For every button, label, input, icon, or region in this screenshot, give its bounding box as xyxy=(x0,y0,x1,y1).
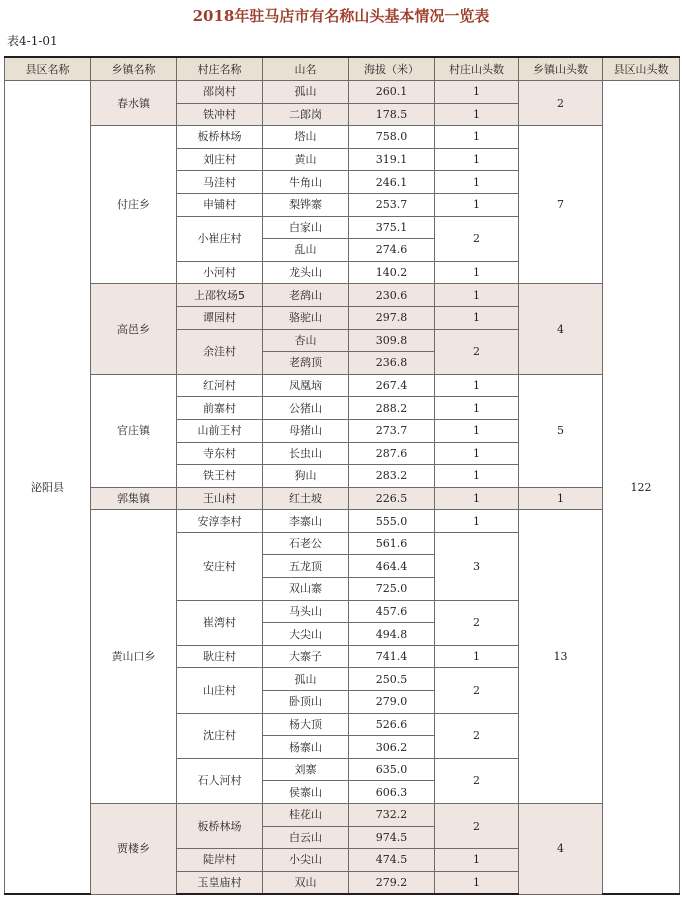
village-count-cell: 1 xyxy=(435,103,519,126)
altitude-cell: 474.5 xyxy=(349,849,435,872)
village-name-cell: 安淳李村 xyxy=(177,510,263,533)
mountain-name-cell: 白家山 xyxy=(263,216,349,239)
village-count-cell: 1 xyxy=(435,419,519,442)
village-count-cell: 1 xyxy=(435,148,519,171)
mountain-name-cell: 狗山 xyxy=(263,465,349,488)
village-count-cell: 1 xyxy=(435,397,519,420)
village-count-cell: 2 xyxy=(435,758,519,803)
village-name-cell: 小河村 xyxy=(177,261,263,284)
altitude-cell: 319.1 xyxy=(349,148,435,171)
header-row xyxy=(5,57,680,81)
mountain-name-cell: 卧顶山 xyxy=(263,691,349,714)
mountain-name-cell: 马头山 xyxy=(263,600,349,623)
altitude-cell: 230.6 xyxy=(349,284,435,307)
mountain-name-cell: 孤山 xyxy=(263,668,349,691)
mountain-name-cell: 小尖山 xyxy=(263,849,349,872)
mountain-name-cell: 杨大顶 xyxy=(263,713,349,736)
altitude-cell: 732.2 xyxy=(349,804,435,827)
mountain-name-cell: 骆驼山 xyxy=(263,306,349,329)
village-count-cell: 1 xyxy=(435,442,519,465)
altitude-cell: 287.6 xyxy=(349,442,435,465)
town-name-cell: 高邑乡 xyxy=(91,284,177,374)
mountain-name-cell: 侯寨山 xyxy=(263,781,349,804)
header-village-count: 村庄山头数 xyxy=(435,57,519,81)
village-count-cell: 2 xyxy=(435,713,519,758)
mountain-name-cell: 五龙顶 xyxy=(263,555,349,578)
mountain-name-cell: 石老公 xyxy=(263,532,349,555)
table-row xyxy=(5,284,680,307)
town-count-cell: 7 xyxy=(519,126,603,284)
header-town-count: 乡镇山头数 xyxy=(519,57,603,81)
town-name-cell: 春水镇 xyxy=(91,81,177,126)
village-name-cell: 马洼村 xyxy=(177,171,263,194)
village-count-cell: 2 xyxy=(435,668,519,713)
header-village: 村庄名称 xyxy=(177,57,263,81)
village-count-cell: 1 xyxy=(435,510,519,533)
village-name-cell: 沈庄村 xyxy=(177,713,263,758)
table-row xyxy=(5,487,680,510)
mountain-name-cell: 龙头山 xyxy=(263,261,349,284)
mountain-name-cell: 白云山 xyxy=(263,826,349,849)
altitude-cell: 297.8 xyxy=(349,306,435,329)
mountain-name-cell: 桂花山 xyxy=(263,804,349,827)
altitude-cell: 274.6 xyxy=(349,239,435,262)
altitude-cell: 457.6 xyxy=(349,600,435,623)
town-name-cell: 付庄乡 xyxy=(91,126,177,284)
village-count-cell: 1 xyxy=(435,126,519,149)
town-count-cell: 13 xyxy=(519,510,603,804)
header-mountain: 山名 xyxy=(263,57,349,81)
village-name-cell: 寺东村 xyxy=(177,442,263,465)
altitude-cell: 267.4 xyxy=(349,374,435,397)
mountain-name-cell: 梨铧寨 xyxy=(263,193,349,216)
altitude-cell: 306.2 xyxy=(349,736,435,759)
mountain-name-cell: 黄山 xyxy=(263,148,349,171)
village-name-cell: 山庄村 xyxy=(177,668,263,713)
altitude-cell: 606.3 xyxy=(349,781,435,804)
village-count-cell: 1 xyxy=(435,284,519,307)
header-altitude: 海拔（米） xyxy=(349,57,435,81)
village-count-cell: 2 xyxy=(435,804,519,849)
altitude-cell: 758.0 xyxy=(349,126,435,149)
village-name-cell: 铁冲村 xyxy=(177,103,263,126)
page-title: 2018年驻马店市有名称山头基本情况一览表 xyxy=(192,7,490,25)
mountain-name-cell: 大尖山 xyxy=(263,623,349,646)
village-name-cell: 山前王村 xyxy=(177,419,263,442)
altitude-cell: 178.5 xyxy=(349,103,435,126)
table-row xyxy=(5,804,680,827)
village-name-cell: 邵岗村 xyxy=(177,81,263,104)
mountain-name-cell: 李寨山 xyxy=(263,510,349,533)
altitude-cell: 309.8 xyxy=(349,329,435,352)
altitude-cell: 635.0 xyxy=(349,758,435,781)
village-count-cell: 1 xyxy=(435,261,519,284)
village-name-cell: 前寨村 xyxy=(177,397,263,420)
table-number: 表4-1-01 xyxy=(7,34,58,48)
county-name-cell: 泌阳县 xyxy=(5,81,91,895)
mountain-name-cell: 双山 xyxy=(263,871,349,894)
altitude-cell: 283.2 xyxy=(349,465,435,488)
mountain-name-cell: 刘寨 xyxy=(263,758,349,781)
village-count-cell: 1 xyxy=(435,171,519,194)
mountain-name-cell: 二郎岗 xyxy=(263,103,349,126)
village-count-cell: 1 xyxy=(435,849,519,872)
town-count-cell: 2 xyxy=(519,81,603,126)
town-name-cell: 郭集镇 xyxy=(91,487,177,510)
village-name-cell: 上邵牧场5 xyxy=(177,284,263,307)
table-row xyxy=(5,126,680,149)
mountain-name-cell: 孤山 xyxy=(263,81,349,104)
village-count-cell: 2 xyxy=(435,216,519,261)
village-name-cell: 小崔庄村 xyxy=(177,216,263,261)
town-name-cell: 贾楼乡 xyxy=(91,804,177,895)
village-count-cell: 1 xyxy=(435,465,519,488)
village-count-cell: 1 xyxy=(435,306,519,329)
altitude-cell: 279.2 xyxy=(349,871,435,894)
mountain-name-cell: 双山寨 xyxy=(263,578,349,601)
mountain-name-cell: 母猪山 xyxy=(263,419,349,442)
mountain-name-cell: 老鸹山 xyxy=(263,284,349,307)
altitude-cell: 273.7 xyxy=(349,419,435,442)
altitude-cell: 375.1 xyxy=(349,216,435,239)
village-name-cell: 陡岸村 xyxy=(177,849,263,872)
village-count-cell: 1 xyxy=(435,374,519,397)
mountain-name-cell: 红土坡 xyxy=(263,487,349,510)
village-name-cell: 申铺村 xyxy=(177,193,263,216)
village-count-cell: 2 xyxy=(435,600,519,645)
village-count-cell: 1 xyxy=(435,81,519,104)
county-count-cell: 122 xyxy=(603,81,680,895)
village-name-cell: 刘庄村 xyxy=(177,148,263,171)
altitude-cell: 526.6 xyxy=(349,713,435,736)
town-count-cell: 4 xyxy=(519,804,603,895)
mountain-table xyxy=(4,56,680,895)
mountain-name-cell: 老鸹顶 xyxy=(263,352,349,375)
altitude-cell: 253.7 xyxy=(349,193,435,216)
mountain-name-cell: 长虫山 xyxy=(263,442,349,465)
altitude-cell: 464.4 xyxy=(349,555,435,578)
altitude-cell: 250.5 xyxy=(349,668,435,691)
village-name-cell: 红河村 xyxy=(177,374,263,397)
altitude-cell: 741.4 xyxy=(349,645,435,668)
village-name-cell: 板桥林场 xyxy=(177,804,263,849)
village-name-cell: 耿庄村 xyxy=(177,645,263,668)
village-count-cell: 1 xyxy=(435,645,519,668)
mountain-name-cell: 杨寨山 xyxy=(263,736,349,759)
village-count-cell: 3 xyxy=(435,532,519,600)
mountain-name-cell: 大寨子 xyxy=(263,645,349,668)
town-count-cell: 4 xyxy=(519,284,603,374)
village-name-cell: 余洼村 xyxy=(177,329,263,374)
mountain-name-cell: 公猪山 xyxy=(263,397,349,420)
altitude-cell: 555.0 xyxy=(349,510,435,533)
table-row xyxy=(5,510,680,533)
village-count-cell: 1 xyxy=(435,193,519,216)
village-name-cell: 玉皇庙村 xyxy=(177,871,263,894)
village-name-cell: 崔湾村 xyxy=(177,600,263,645)
altitude-cell: 236.8 xyxy=(349,352,435,375)
village-count-cell: 2 xyxy=(435,329,519,374)
altitude-cell: 561.6 xyxy=(349,532,435,555)
header-county-count: 县区山头数 xyxy=(603,57,680,81)
town-name-cell: 官庄镇 xyxy=(91,374,177,487)
altitude-cell: 974.5 xyxy=(349,826,435,849)
altitude-cell: 725.0 xyxy=(349,578,435,601)
mountain-name-cell: 乱山 xyxy=(263,239,349,262)
mountain-name-cell: 凤凰垴 xyxy=(263,374,349,397)
mountain-name-cell: 杏山 xyxy=(263,329,349,352)
table-row xyxy=(5,374,680,397)
header-county: 县区名称 xyxy=(5,57,91,81)
village-name-cell: 铁王村 xyxy=(177,465,263,488)
town-count-cell: 5 xyxy=(519,374,603,487)
village-count-cell: 1 xyxy=(435,871,519,894)
village-name-cell: 板桥林场 xyxy=(177,126,263,149)
village-count-cell: 1 xyxy=(435,487,519,510)
altitude-cell: 279.0 xyxy=(349,691,435,714)
altitude-cell: 140.2 xyxy=(349,261,435,284)
altitude-cell: 246.1 xyxy=(349,171,435,194)
altitude-cell: 494.8 xyxy=(349,623,435,646)
village-name-cell: 安庄村 xyxy=(177,532,263,600)
town-name-cell: 黄山口乡 xyxy=(91,510,177,804)
village-name-cell: 谭园村 xyxy=(177,306,263,329)
mountain-name-cell: 塔山 xyxy=(263,126,349,149)
table-row xyxy=(5,81,680,104)
town-count-cell: 1 xyxy=(519,487,603,510)
village-name-cell: 石人河村 xyxy=(177,758,263,803)
village-name-cell: 王山村 xyxy=(177,487,263,510)
altitude-cell: 288.2 xyxy=(349,397,435,420)
altitude-cell: 226.5 xyxy=(349,487,435,510)
header-town: 乡镇名称 xyxy=(91,57,177,81)
mountain-name-cell: 牛角山 xyxy=(263,171,349,194)
altitude-cell: 260.1 xyxy=(349,81,435,104)
